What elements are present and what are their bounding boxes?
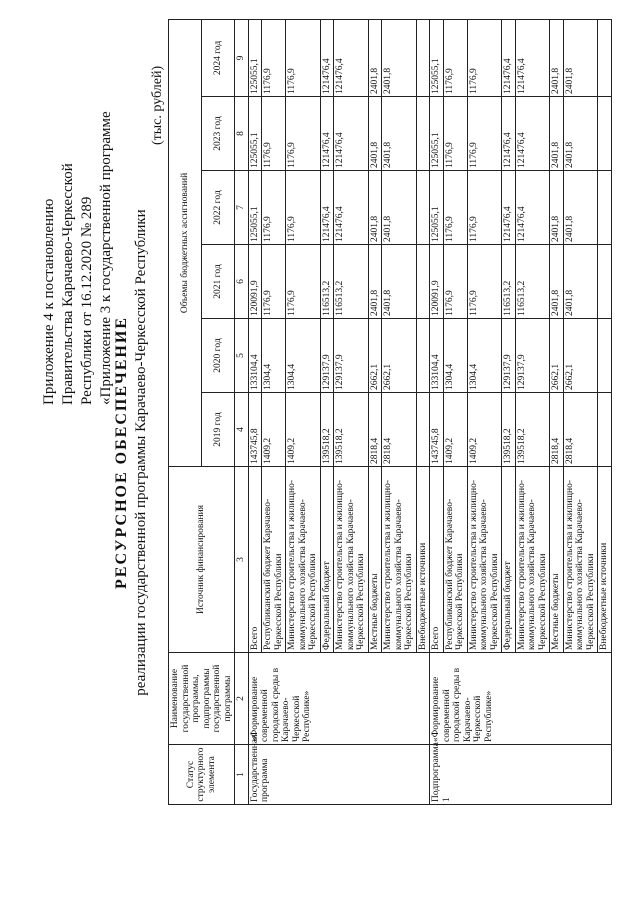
column-index: 4 (235, 393, 249, 467)
status-cell: Подпрограмма 1 (430, 745, 612, 805)
value-cell: 1176,9 (467, 19, 502, 96)
value-cell: 1176,9 (286, 19, 321, 96)
value-cell: 116513,2 (515, 245, 550, 319)
value-cell: 1176,9 (443, 97, 467, 171)
value-cell: 125055,1 (430, 19, 444, 96)
value-cell: 133104,4 (248, 319, 262, 393)
value-cell: 125055,1 (248, 97, 262, 171)
value-cell: 2401,8 (382, 19, 417, 96)
value-cell (598, 393, 612, 467)
header-year: 2020 год (202, 319, 235, 393)
value-cell: 2401,8 (550, 171, 564, 245)
source-cell: Местные бюджеты (368, 467, 382, 653)
source-cell: Федеральный бюджет (502, 467, 516, 653)
value-cell: 1304,4 (286, 319, 321, 393)
value-cell: 121476,4 (515, 171, 550, 245)
value-cell: 2401,8 (382, 171, 417, 245)
value-cell: 129137,9 (320, 319, 334, 393)
header-line: Республики от 16.12.2020 № 289 (79, 196, 95, 405)
value-cell: 129137,9 (334, 319, 369, 393)
value-cell: 1176,9 (262, 171, 286, 245)
source-cell: Республиканский бюджет Карачаево-Черкесской Республики (443, 467, 467, 653)
value-cell (598, 19, 612, 96)
value-cell: 1409,2 (443, 393, 467, 467)
header-year: 2022 год (202, 171, 235, 245)
value-cell: 129137,9 (502, 319, 516, 393)
value-cell: 2401,8 (550, 97, 564, 171)
program-name-cell: «Формирование современной городской среды в Карачаево-Черкесской Республике» (430, 653, 612, 745)
value-cell (598, 319, 612, 393)
value-cell: 2662,1 (550, 319, 564, 393)
header-name: Наименование государственной программы, подпрограммы государственной программы (169, 653, 235, 745)
value-cell: 2818,4 (563, 393, 598, 467)
value-cell: 121476,4 (334, 19, 369, 96)
value-cell (416, 245, 430, 319)
value-cell: 1176,9 (262, 19, 286, 96)
source-cell: Министерство строительства и жилищно-коммунального хозяйства Карачаево-Черкесской Республики (467, 467, 502, 653)
source-cell: Министерство строительства и жилищно-коммунального хозяйства Карачаево-Черкесской Республики (286, 467, 321, 653)
column-index: 1 (235, 745, 249, 805)
value-cell: 2662,1 (382, 319, 417, 393)
value-cell: 1176,9 (467, 245, 502, 319)
source-cell: Федеральный бюджет (320, 467, 334, 653)
value-cell (416, 97, 430, 171)
value-cell: 125055,1 (430, 97, 444, 171)
source-cell: Министерство строительства и жилищно-коммунального хозяйства Карачаево-Черкесской Республики (563, 467, 598, 653)
value-cell: 121476,4 (502, 97, 516, 171)
column-index: 3 (235, 467, 249, 653)
value-cell: 1304,4 (467, 319, 502, 393)
status-cell: Государственная программа (248, 745, 430, 805)
value-cell: 2401,8 (382, 245, 417, 319)
value-cell: 1176,9 (443, 245, 467, 319)
value-cell (598, 97, 612, 171)
value-cell: 1409,2 (467, 393, 502, 467)
value-cell: 125055,1 (248, 19, 262, 96)
value-cell: 121476,4 (515, 97, 550, 171)
value-cell: 2401,8 (368, 171, 382, 245)
source-cell: Всего (430, 467, 444, 653)
column-index: 7 (235, 171, 249, 245)
header-line: «Приложение 3 к государственной программе (98, 111, 114, 405)
column-index: 9 (235, 19, 249, 96)
value-cell: 139518,2 (320, 393, 334, 467)
value-cell: 125055,1 (430, 171, 444, 245)
value-cell: 121476,4 (502, 171, 516, 245)
appendix-header (40, 25, 116, 405)
value-cell: 139518,2 (334, 393, 369, 467)
value-cell: 2662,1 (563, 319, 598, 393)
document-subtitle: реализации государственной программы Карачаево-Черкесской Республики (133, 209, 149, 696)
header-year: 2023 год (202, 97, 235, 171)
value-cell: 2818,4 (550, 393, 564, 467)
column-index: 8 (235, 97, 249, 171)
table-body (248, 19, 611, 804)
source-cell: Министерство строительства и жилищно-коммунального хозяйства Карачаево-Черкесской Республики (334, 467, 369, 653)
header-status: Статус структурного элемента (169, 745, 235, 805)
value-cell: 121476,4 (515, 19, 550, 96)
header-line: Правительства Карачаево-Черкесской (60, 163, 76, 405)
value-cell: 2662,1 (368, 319, 382, 393)
value-cell: 129137,9 (515, 319, 550, 393)
value-cell: 1176,9 (443, 171, 467, 245)
value-cell (416, 19, 430, 96)
value-cell: 1176,9 (262, 245, 286, 319)
value-cell: 1176,9 (286, 97, 321, 171)
value-cell: 121476,4 (320, 19, 334, 96)
value-cell: 2401,8 (563, 171, 598, 245)
source-cell: Министерство строительства и жилищно-коммунального хозяйства Карачаево-Черкесской Республики (515, 467, 550, 653)
resource-table (168, 19, 612, 805)
column-index: 2 (235, 653, 249, 745)
value-cell: 139518,2 (502, 393, 516, 467)
value-cell: 2401,8 (550, 19, 564, 96)
value-cell: 1176,9 (286, 245, 321, 319)
value-cell: 1176,9 (467, 171, 502, 245)
value-cell: 116513,2 (320, 245, 334, 319)
value-cell: 121476,4 (320, 97, 334, 171)
value-cell: 2401,8 (563, 19, 598, 96)
value-cell (416, 171, 430, 245)
source-cell: Внебюджетные источники (598, 467, 612, 653)
column-index: 5 (235, 319, 249, 393)
value-cell: 1176,9 (467, 97, 502, 171)
value-cell: 1304,4 (443, 319, 467, 393)
value-cell: 121476,4 (502, 19, 516, 96)
value-cell: 120091,9 (248, 245, 262, 319)
value-cell: 2401,8 (563, 97, 598, 171)
value-cell: 2818,4 (382, 393, 417, 467)
value-cell: 1409,2 (262, 393, 286, 467)
source-cell: Республиканский бюджет Карачаево-Черкесской Республики (262, 467, 286, 653)
value-cell: 1409,2 (286, 393, 321, 467)
value-cell: 121476,4 (334, 171, 369, 245)
value-cell (416, 319, 430, 393)
value-cell: 2401,8 (382, 97, 417, 171)
header-volumes: Объемы бюджетных ассигнований (169, 19, 202, 466)
value-cell: 2401,8 (563, 245, 598, 319)
value-cell: 2401,8 (368, 97, 382, 171)
program-name-cell: «Формирование современной городской среды в Карачаево-Черкесской Республике» (248, 653, 430, 745)
header-year: 2019 год (202, 393, 235, 467)
value-cell: 125055,1 (248, 171, 262, 245)
header-source: Источник финансирования (169, 467, 235, 653)
header-year: 2021 год (202, 245, 235, 319)
table-row (430, 19, 444, 804)
value-cell: 1176,9 (443, 19, 467, 96)
document-title: РЕСУРСНОЕ ОБЕСПЕЧЕНИЕ (113, 316, 130, 589)
source-cell: Внебюджетные источники (416, 467, 430, 653)
value-cell: 120091,9 (430, 245, 444, 319)
value-cell: 2401,8 (550, 245, 564, 319)
value-cell (598, 171, 612, 245)
column-index: 6 (235, 245, 249, 319)
value-cell: 1176,9 (262, 97, 286, 171)
value-cell (598, 245, 612, 319)
value-cell: 1304,4 (262, 319, 286, 393)
table-row (248, 19, 262, 804)
value-cell: 121476,4 (320, 171, 334, 245)
value-cell: 143745,8 (248, 393, 262, 467)
value-cell: 2401,8 (368, 19, 382, 96)
value-cell: 116513,2 (502, 245, 516, 319)
value-cell: 2818,4 (368, 393, 382, 467)
value-cell: 143745,8 (430, 393, 444, 467)
source-cell: Всего (248, 467, 262, 653)
value-cell: 121476,4 (334, 97, 369, 171)
value-cell: 116513,2 (334, 245, 369, 319)
header-line: Приложение 4 к постановлению (41, 198, 57, 405)
source-cell: Министерство строительства и жилищно-коммунального хозяйства Карачаево-Черкесской Республики (382, 467, 417, 653)
source-cell: Местные бюджеты (550, 467, 564, 653)
value-cell (416, 393, 430, 467)
value-cell: 139518,2 (515, 393, 550, 467)
value-cell: 133104,4 (430, 319, 444, 393)
value-cell: 2401,8 (368, 245, 382, 319)
value-cell: 1176,9 (286, 171, 321, 245)
header-year: 2024 год (202, 19, 235, 96)
units-label: (тыс. рублей) (150, 65, 165, 145)
